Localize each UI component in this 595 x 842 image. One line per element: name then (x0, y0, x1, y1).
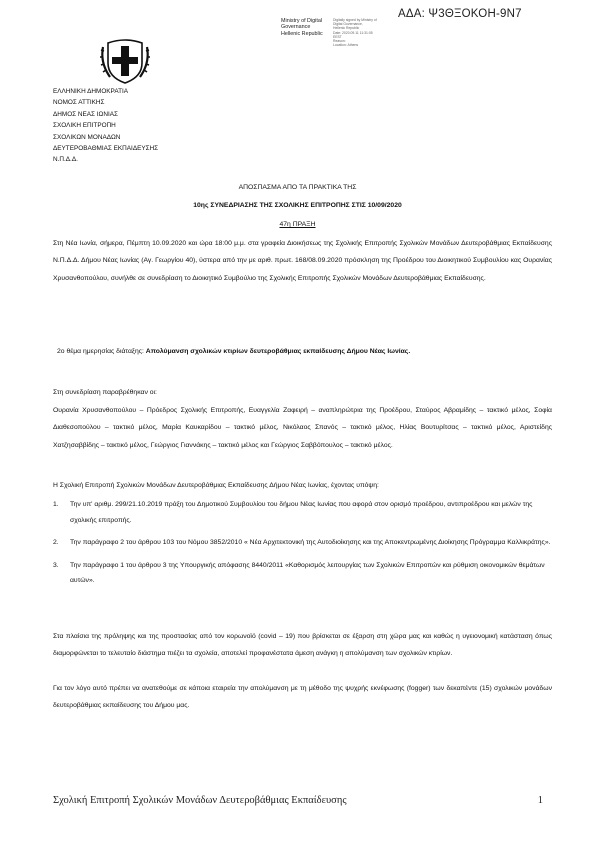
closing-text: Στα πλαίσια της πρόληψης και της προστασίας από τον κορωνοϊό (covid – 19) που βρίσκεται σε έξαρση στη χώρα μας και καθώς η υγειονομική κατάσταση όπως διαμορφώνεται το τελευταίο διάστημα πιέζει τα σχολεία, αποτελεί προφανέστατα άμεση ανάγκη η απολύμανση των σχολικών κτιρίων. (53, 633, 552, 658)
agenda-topic (57, 348, 410, 355)
considerations-list (53, 497, 552, 596)
letterhead-line: ΣΧΟΛΙΚΗ ΕΠΙΤΡΟΠΗ (53, 122, 116, 130)
signature-meta-line: EEST (333, 34, 342, 39)
closing-paragraph-2 (53, 680, 552, 715)
signature-meta-line: Location: Athens (333, 43, 359, 48)
attendance-text: Ουρανία Χρυσανθοπούλου – Πρόεδρος Σχολικής Επιτροπής, Ευαγγελία Ζαφειρή – αναπληρώτρια της Προέδρου, Σταύρος Αβραμίδης – τακτικό μέλος, Σοφία Διαθεσοπούλου – τακτικό μέλος, Μαρία Καυκαρίδου – τακτικό μέλος, Νικόλαος Σπανός – τακτικό μέλος, Ηλίας Βουτυρίτσας – τακτικό μέλος, Αριστείδης Χατζησαββίδης – τακτικό μέλος, Γεώργιος Γιαννάκης – τακτικό μέλος και Γεώργιος Σαββόπουλος – τακτικό μέλος. (53, 407, 552, 449)
agenda-topic-prefix: 2ο θέμα ημερησίας διάταξης: (57, 348, 146, 355)
digital-signature-meta (333, 18, 395, 47)
letterhead-line: ΔΗΜΟΣ ΝΕΑΣ ΙΩΝΙΑΣ (53, 110, 118, 118)
attendance-paragraph (53, 402, 552, 454)
intro-paragraph (53, 235, 552, 287)
signature-meta-line: Digital Governance, (333, 22, 363, 27)
document-heading: ΑΠΟΣΠΑΣΜΑ ΑΠΟ ΤΑ ΠΡΑΚΤΙΚΑ ΤΗΣ (238, 184, 357, 191)
intro-text: Στη Νέα Ιωνία, σήμερα, Πέμπτη 10.09.2020 και ώρα 18:00 μ.μ. στα γραφεία Διοικήσεως της Σχολικής Επιτροπής Σχολικών Μονάδων Δευτεροβάθμιας Εκπαίδευσης Ν.Π.Δ.Δ. Δήμου Νέας Ιωνίας (Αγ. Γεωργίου 40), ύστερα από την με αριθ. πρωτ. 168/08.09.2020 πρόσκληση της Προέδρου του Διοικητικού Συμβουλίου κας Ουρανίας Χρυσανθοπούλου, συνήλθε σε συνεδρίαση το Διοικητικό Συμβούλιο της Σχολικής Επιτροπής Σχολικών Μονάδων Δευτεροβάθμιας Εκπαίδευσης. (53, 240, 552, 282)
signature-line: Governance (281, 24, 311, 31)
session-heading: 10ης ΣΥΝΕΔΡΙΑΣΗΣ ΤΗΣ ΣΧΟΛΙΚΗΣ ΕΠΙΤΡΟΠΗΣ ΣΤΙΣ 10/09/2020 (193, 202, 402, 209)
list-item (53, 535, 552, 551)
committee-intro-text: Η Σχολική Επιτροπή Σχολικών Μονάδων Δευτεροβάθμιας Εκπαίδευσης Δήμου Νέας Ιωνίας, έχοντας υπόψη: (53, 482, 379, 489)
closing-text-2: Για τον λόγο αυτό πρέπει να ανατεθούμε σε κάποια εταιρεία την απολύμανση με τη μέθοδο της ψυχρής εκνέφωσης (fogger) των δεκαπέντε (15) σχολικών μονάδων δευτεροβάθμιας εκπαίδευσης του Δήμου μας. (53, 685, 552, 710)
letterhead-line: Ν.Π.Δ.Δ. (53, 156, 78, 164)
letterhead-line: ΔΕΥΤΕΡΟΒΑΘΜΙΑΣ ΕΚΠΑΙΔΕΥΣΗΣ (53, 145, 159, 153)
page-number: 1 (537, 795, 543, 806)
digital-signature-label (281, 18, 323, 37)
attendance-intro-text: Στη συνεδρίαση παραβρέθηκαν οι: (53, 389, 157, 396)
signature-meta-line: Digitally signed by Ministry of (333, 18, 377, 22)
agenda-topic-title: Απολύμανση σχολικών κτιρίων δευτεροβάθμιας εκπαίδευσης Δήμου Νέας Ιωνίας. (145, 348, 411, 355)
signature-line: Ministry of Digital (281, 18, 323, 24)
signature-line: Hellenic Republic (281, 30, 323, 37)
list-item-text: Την υπ' αριθμ. 299/21.10.2019 πράξη του Δημοτικού Συμβουλίου του δήμου Νέας Ιωνίας που αφορά στον ορισμό προέδρου, αντιπροέδρου και μελών της σχολικής επιτροπής. (70, 501, 533, 524)
greek-emblem-icon (100, 37, 150, 85)
list-item-text: Την παράγραφο 2 του άρθρου 103 του Νόμου 3852/2010 « Νέα Αρχιτεκτονική της Αυτοδιοίκησης και της Αποκεντρωμένης Διοίκησης Πρόγραμμα Καλλικράτης». (70, 539, 551, 546)
list-item-number: 1. (53, 501, 59, 508)
page-footer (53, 795, 543, 806)
praxi-heading: 47η ΠΡΑΞΗ (279, 221, 316, 228)
list-item (53, 558, 552, 589)
list-item-number: 2. (53, 539, 59, 546)
list-item-text: Την παράγραφο 1 του άρθρου 3 της Υπουργικής απόφασης 8440/2011 «Καθορισμός λειτουργίας των Σχολικών Επιτροπών και ρύθμιση οικονομικών θεμάτων αυτών». (70, 561, 545, 584)
ada-code: ΑΔΑ: Ψ3ΘΞΟΚΟΗ-9Ν7 (398, 8, 522, 20)
letterhead-line: ΕΛΛΗΝΙΚΗ ΔΗΜΟΚΡΑΤΙΑ (53, 88, 129, 95)
attendance-intro (53, 389, 552, 396)
signature-meta-line: Hellenic Republic (333, 26, 360, 31)
signature-meta-line: Reason: (333, 39, 346, 44)
closing-paragraph (53, 628, 552, 663)
committee-intro-line (53, 482, 552, 489)
letterhead (53, 86, 158, 166)
list-item (53, 497, 552, 528)
letterhead-line: ΝΟΜΟΣ ΑΤΤΙΚΗΣ (53, 99, 105, 107)
list-item-number: 3. (53, 561, 59, 569)
footer-text: Σχολική Επιτροπή Σχολικών Μονάδων Δευτεροβάθμιας Εκπαίδευσης (53, 795, 347, 806)
signature-meta-line: Date: 2020.09.11 11:31:05 (333, 30, 373, 35)
letterhead-line: ΣΧΟΛΙΚΩΝ ΜΟΝΑΔΩΝ (53, 133, 121, 141)
